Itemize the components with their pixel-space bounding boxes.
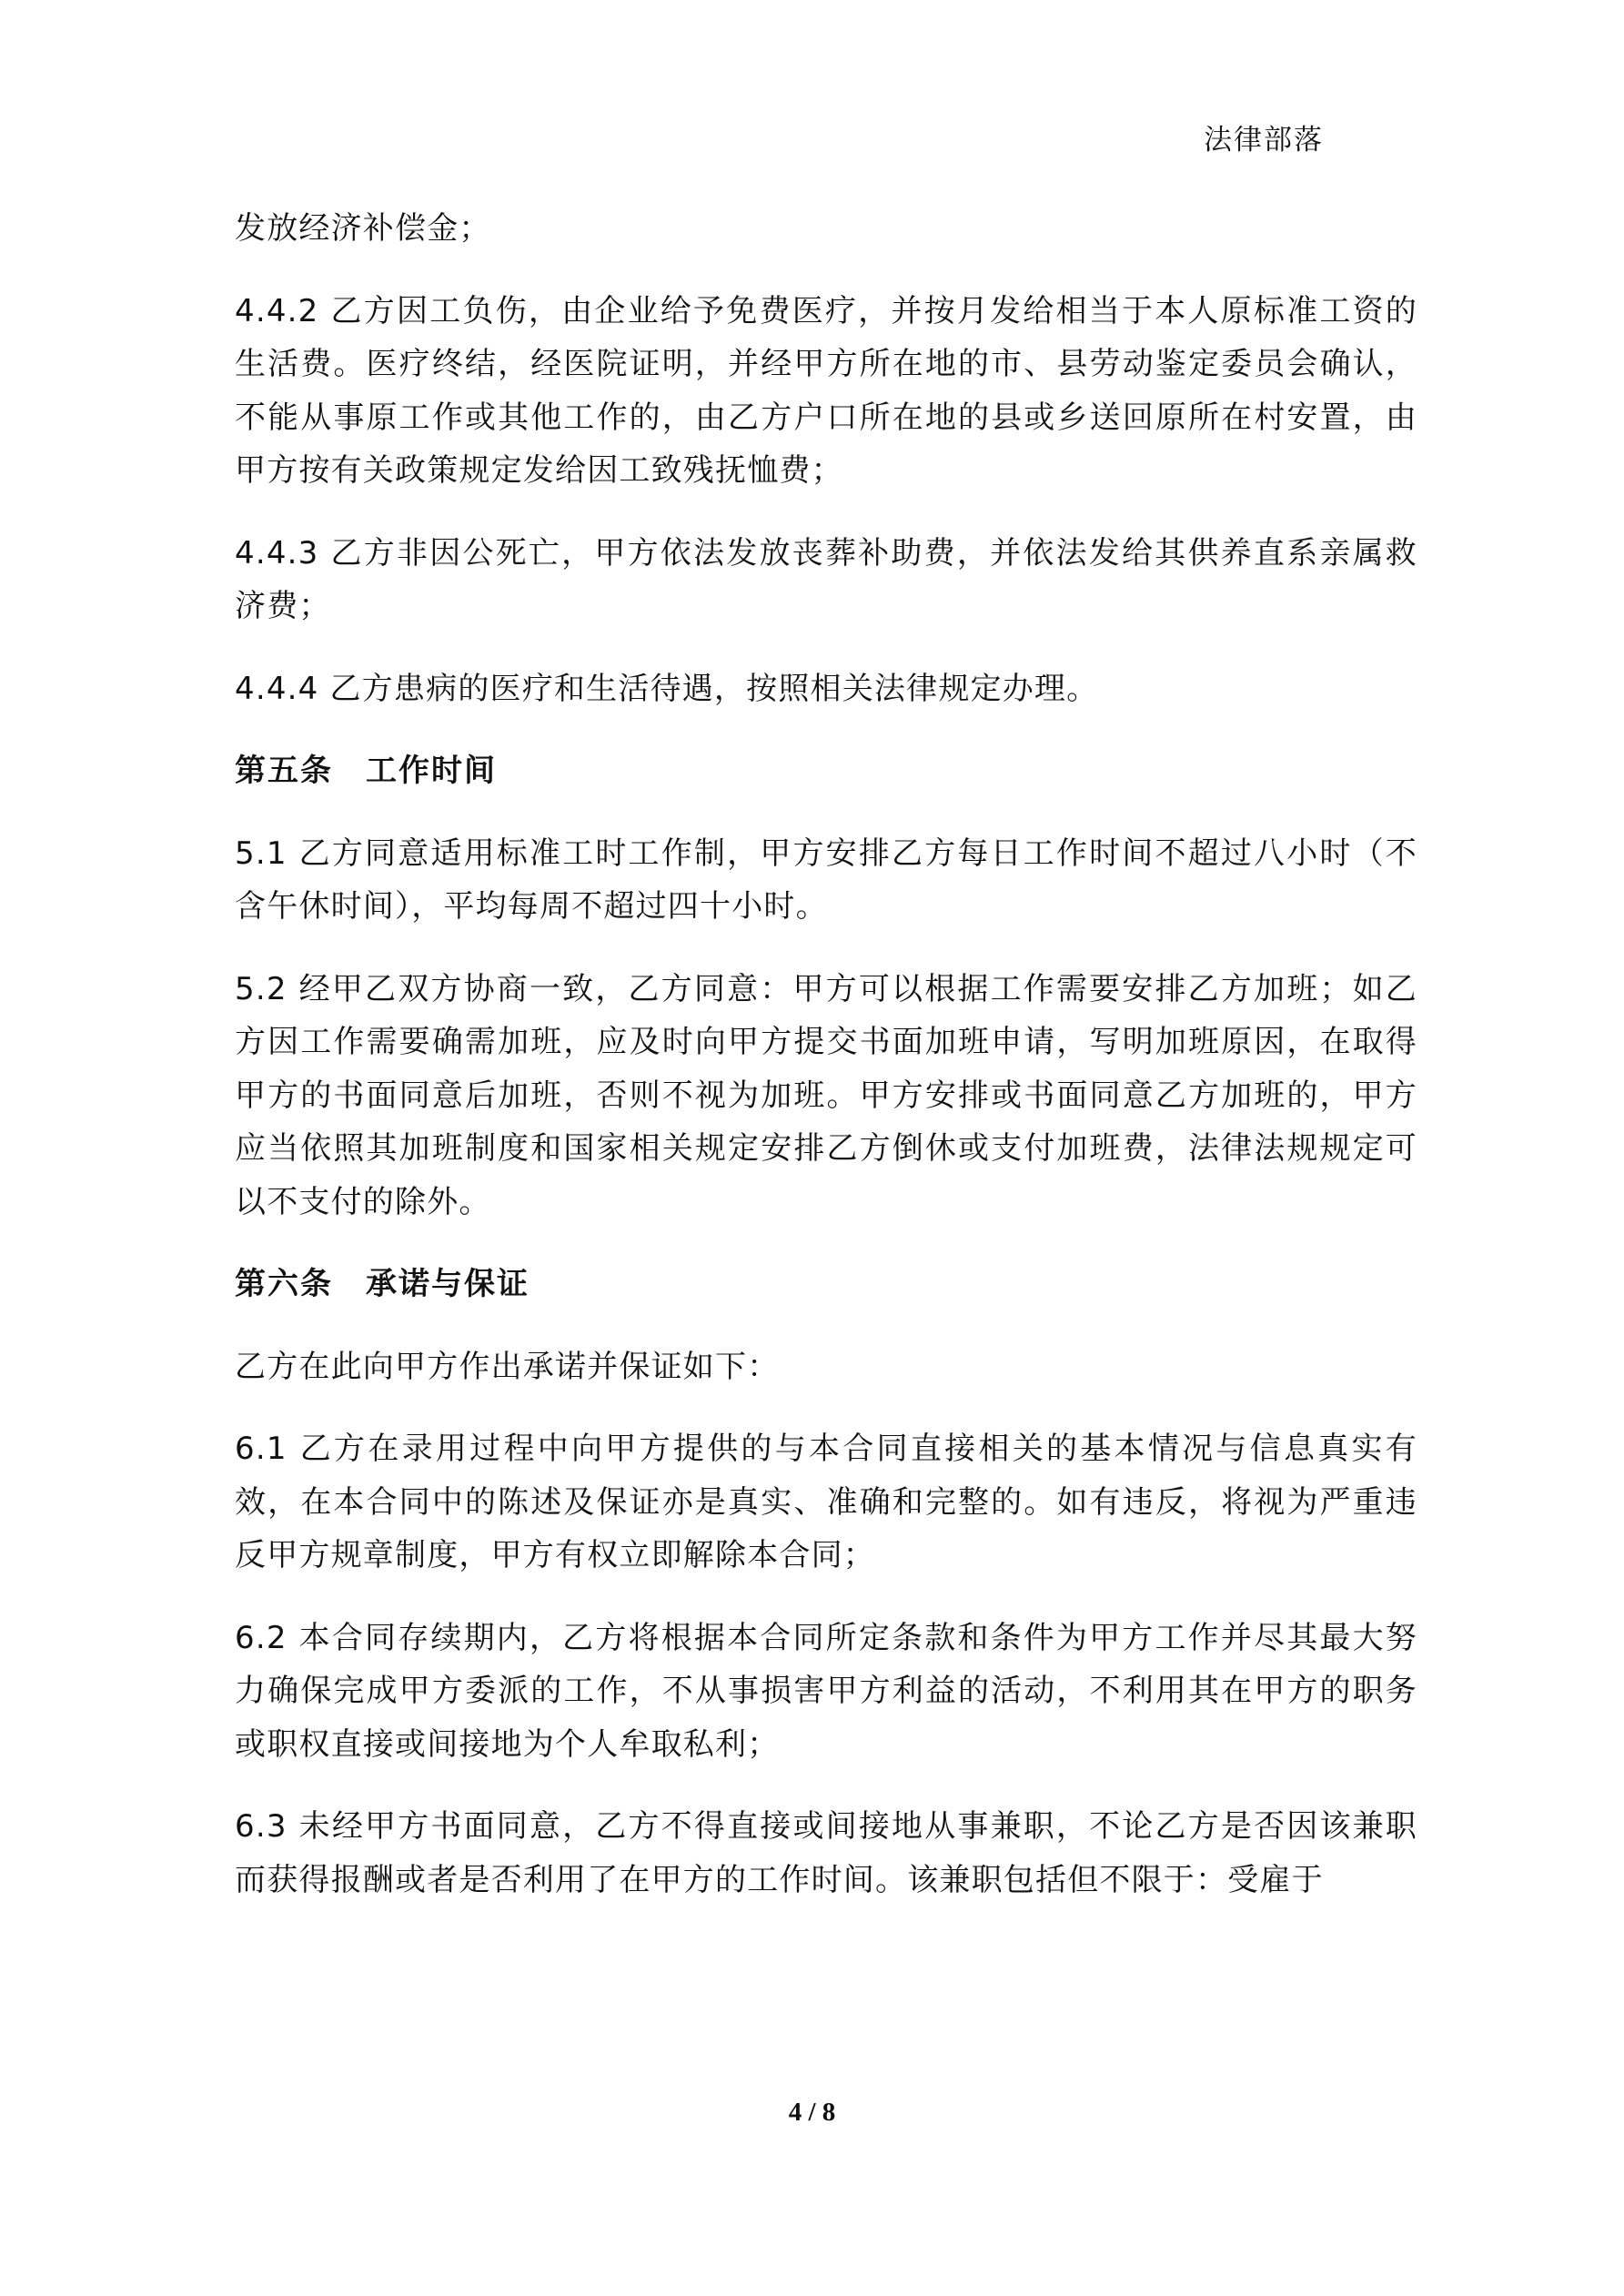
section-heading: 第六条 承诺与保证 bbox=[235, 1266, 530, 1302]
page-number: 4 / 8 bbox=[788, 2098, 836, 2127]
page-header-source: 法律部落 bbox=[1204, 124, 1324, 157]
section-heading: 第五条 工作时间 bbox=[235, 753, 497, 789]
paragraph: 4.4.3 乙方非因公死亡，甲方依法发放丧葬补助费，并依法发给其供养直系亲属救济费； bbox=[235, 534, 1417, 624]
paragraph: 乙方在此向甲方作出承诺并保证如下： bbox=[235, 1348, 780, 1385]
paragraph: 4.4.2 乙方因工负伤，由企业给予免费医疗，并按月发给相当于本人原标准工资的生活费。医疗终结，经医院证明，并经甲方所在地的市、县劳动鉴定委员会确认，不能从事原工作或其他工作的，由乙方户口所在地的县或乡送回原所在村安置，由甲方按有关政策规定发给因工致残抚恤费； bbox=[235, 292, 1417, 489]
document-body bbox=[235, 202, 1417, 1936]
paragraph: 发放经济补偿金； bbox=[235, 210, 491, 247]
paragraph: 4.4.4 乙方患病的医疗和生活待遇，按照相关法律规定办理。 bbox=[235, 670, 1099, 707]
paragraph: 5.2 经甲乙双方协商一致，乙方同意：甲方可以根据工作需要安排乙方加班；如乙方因工作需要确需加班，应及时向甲方提交书面加班申请，写明加班原因，在取得甲方的书面同意后加班，否则不视为加班。甲方安排或书面同意乙方加班的，甲方应当依照其加班制度和国家相关规定安排乙方倒休或支付加班费，法律法规规定可以不支付的除外。 bbox=[235, 970, 1417, 1220]
paragraph: 6.2 本合同存续期内，乙方将根据本合同所定条款和条件为甲方工作并尽其最大努力确保完成甲方委派的工作，不从事损害甲方利益的活动，不利用其在甲方的职务或职权直接或间接地为个人牟取私利； bbox=[235, 1619, 1417, 1763]
paragraph: 5.1 乙方同意适用标准工时工作制，甲方安排乙方每日工作时间不超过八小时（不含午休时间），平均每周不超过四十小时。 bbox=[235, 834, 1417, 925]
paragraph: 6.1 乙方在录用过程中向甲方提供的与本合同直接相关的基本情况与信息真实有效，在本合同中的陈述及保证亦是真实、准确和完整的。如有违反，将视为严重违反甲方规章制度，甲方有权立即解除本合同； bbox=[235, 1431, 1417, 1573]
paragraph: 6.3 未经甲方书面同意，乙方不得直接或间接地从事兼职，不论乙方是否因该兼职而获得报酬或者是否利用了在甲方的工作时间。该兼职包括但不限于：受雇于 bbox=[235, 1808, 1417, 1898]
